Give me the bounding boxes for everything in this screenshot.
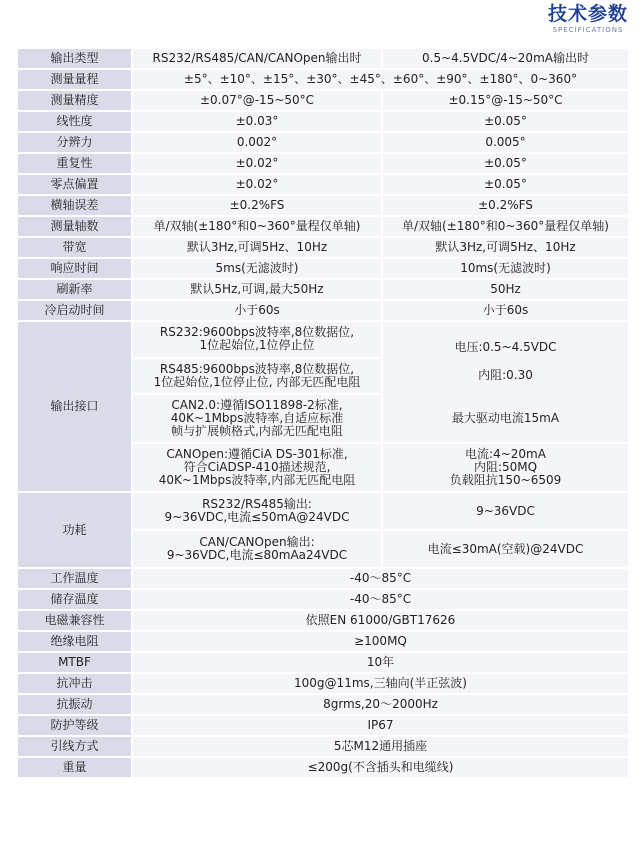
section-title: 技术参数	[547, 3, 628, 25]
cell-value: 10年	[132, 652, 629, 673]
canopen-line: 40K~1Mbps波特率,内部无匹配电阻	[158, 473, 356, 487]
row-label: 重复性	[17, 153, 132, 174]
table-row-weight	[17, 757, 629, 778]
rs232-line: RS232:9600bps波特率,8位数据位,	[159, 325, 355, 340]
cell-analog: 单/双轴(±180°和0~360°量程仅单轴)	[382, 216, 629, 237]
row-label: 抗冲击	[17, 673, 132, 694]
cell-canopen	[132, 443, 382, 492]
table-row-resolution	[17, 132, 629, 153]
impedance-text: 内阻:0.30	[478, 367, 533, 382]
current-line: 内阻:50MQ	[473, 460, 538, 474]
table-row-storage-temp	[17, 589, 629, 610]
cell-analog: 0.005°	[382, 132, 629, 153]
current-line: 负载阻抗150~6509	[449, 473, 562, 487]
table-row-linearity	[17, 111, 629, 132]
cell-analog: ±0.05°	[382, 153, 629, 174]
cell-value: 8grms,20～2000Hz	[132, 694, 629, 715]
cell-power-analog-current: 电流≤30mA(空载)@24VDC	[382, 530, 629, 568]
current-line: 电流:4~20mA	[465, 447, 546, 461]
cell-analog: ±0.15°@-15~50°C	[382, 90, 629, 111]
cell-value: ≤200g(不含插头和电缆线)	[132, 757, 629, 778]
cell-value: -40～85°C	[132, 589, 629, 610]
cell-analog: 50Hz	[382, 279, 629, 300]
cell-value: ≥100MQ	[132, 631, 629, 652]
cell-analog: 小于60s	[382, 300, 629, 321]
row-label: 零点偏置	[17, 174, 132, 195]
cell-value: 依照EN 61000/GBT17626	[132, 610, 629, 631]
cell-digital: 默认3Hz,可调5Hz、10Hz	[132, 237, 382, 258]
row-label: 抗振动	[17, 694, 132, 715]
table-row-power-rs	[17, 492, 629, 530]
can-line: 40K~1Mbps波特率,自适应标准	[170, 411, 344, 425]
cell-analog: ±0.05°	[382, 174, 629, 195]
table-row-accuracy	[17, 90, 629, 111]
cell-analog: ±0.05°	[382, 111, 629, 132]
table-row-vibration	[17, 694, 629, 715]
spec-table	[16, 47, 630, 779]
table-row-mtbf	[17, 652, 629, 673]
power-can-line: CAN/CANOpen输出:	[199, 535, 315, 549]
table-row-output-type	[17, 48, 629, 69]
table-row-cold-start	[17, 300, 629, 321]
table-row-wiring	[17, 736, 629, 757]
row-label: 冷启动时间	[17, 300, 132, 321]
table-row-response	[17, 258, 629, 279]
cell-value: -40～85°C	[132, 568, 629, 589]
cell-digital: 0.002°	[132, 132, 382, 153]
cell-max-current: 最大驱动电流15mA	[382, 394, 629, 443]
cell-analog: 0.5~4.5VDC/4~20mA输出时	[382, 48, 629, 69]
cell-digital: ±0.02°	[132, 153, 382, 174]
section-header	[548, 2, 628, 35]
row-label: 刷新率	[17, 279, 132, 300]
row-label: 重量	[17, 757, 132, 778]
cell-analog: 默认3Hz,可调5Hz、10Hz	[382, 237, 629, 258]
row-label: 测量精度	[17, 90, 132, 111]
cell-value: 100g@11ms,三轴向(半正弦波)	[132, 673, 629, 694]
row-label: 防护等级	[17, 715, 132, 736]
table-row-interface-rs232	[17, 321, 629, 358]
cell-power-analog-voltage: 9~36VDC	[382, 492, 629, 530]
row-label: 响应时间	[17, 258, 132, 279]
can-line: CAN2.0:遵循ISO11898-2标准,	[171, 398, 343, 412]
cell-digital: 单/双轴(±180°和0~360°量程仅单轴)	[132, 216, 382, 237]
table-row-axes	[17, 216, 629, 237]
row-label: 测量轴数	[17, 216, 132, 237]
table-row-op-temp	[17, 568, 629, 589]
table-row-shock	[17, 673, 629, 694]
cell-value: ±5°、±10°、±15°、±30°、±45°、±60°、±90°、±180°、0~360°	[132, 69, 629, 90]
voltage-text: 电压:0.5~4.5VDC	[454, 339, 557, 354]
cell-digital: ±0.2%FS	[132, 195, 382, 216]
row-label: 分辨力	[17, 132, 132, 153]
rs485-line: RS485:9600bps波特率,8位数据位,	[159, 361, 355, 376]
cell-digital: 默认5Hz,可调,最大50Hz	[132, 279, 382, 300]
cell-value: 5芯M12通用插座	[132, 736, 629, 757]
cell-digital: 5ms(无滤波时)	[132, 258, 382, 279]
row-label: 工作温度	[17, 568, 132, 589]
row-label: 输出类型	[17, 48, 132, 69]
row-label: 线性度	[17, 111, 132, 132]
row-label: MTBF	[17, 652, 132, 673]
cell-power-can	[132, 530, 382, 568]
cell-digital: ±0.07°@-15~50°C	[132, 90, 382, 111]
table-row-range	[17, 69, 629, 90]
cell-current-loop	[382, 443, 629, 492]
section-subtitle: SPECIFICATIONS	[552, 26, 624, 34]
cell-analog: 10ms(无滤波时)	[382, 258, 629, 279]
row-label: 储存温度	[17, 589, 132, 610]
cell-digital: ±0.02°	[132, 174, 382, 195]
canopen-line: 符合CiADSP-410描述规范,	[183, 460, 331, 474]
table-row-repeatability	[17, 153, 629, 174]
cell-value: IP67	[132, 715, 629, 736]
canopen-line: CANOpen:遵循CiA DS-301标准,	[166, 447, 348, 461]
power-rs-line: 9~36VDC,电流≤50mA@24VDC	[164, 510, 350, 524]
table-row-insulation	[17, 631, 629, 652]
can-line: 帧与扩展帧格式,内部无匹配电阻	[171, 424, 343, 438]
power-rs-line: RS232/RS485输出:	[202, 497, 312, 511]
table-row-zero-offset	[17, 174, 629, 195]
row-label: 引线方式	[17, 736, 132, 757]
cell-digital: 小于60s	[132, 300, 382, 321]
cell-rs232	[132, 321, 382, 358]
rs232-line: 1位起始位,1位停止位	[199, 338, 315, 353]
row-label: 带宽	[17, 237, 132, 258]
row-label: 电磁兼容性	[17, 610, 132, 631]
row-label: 横轴误差	[17, 195, 132, 216]
cell-can	[132, 394, 382, 443]
table-row-protection	[17, 715, 629, 736]
power-can-line: 9~36VDC,电流≤80mAa24VDC	[166, 548, 348, 562]
row-label: 绝缘电阻	[17, 631, 132, 652]
table-row-cross-axis	[17, 195, 629, 216]
row-label: 输出接口	[17, 321, 132, 492]
row-label: 测量量程	[17, 69, 132, 90]
cell-digital: RS232/RS485/CAN/CANOpen输出时	[132, 48, 382, 69]
table-row-bandwidth	[17, 237, 629, 258]
rs485-line: 1位起始位,1位停止位, 内部无匹配电阻	[153, 374, 361, 389]
cell-digital: ±0.03°	[132, 111, 382, 132]
cell-rs485	[132, 358, 382, 395]
cell-analog: ±0.2%FS	[382, 195, 629, 216]
table-row-refresh	[17, 279, 629, 300]
table-row-emc	[17, 610, 629, 631]
cell-power-rs	[132, 492, 382, 530]
cell-voltage-impedance	[382, 321, 629, 394]
row-label: 功耗	[17, 492, 132, 568]
